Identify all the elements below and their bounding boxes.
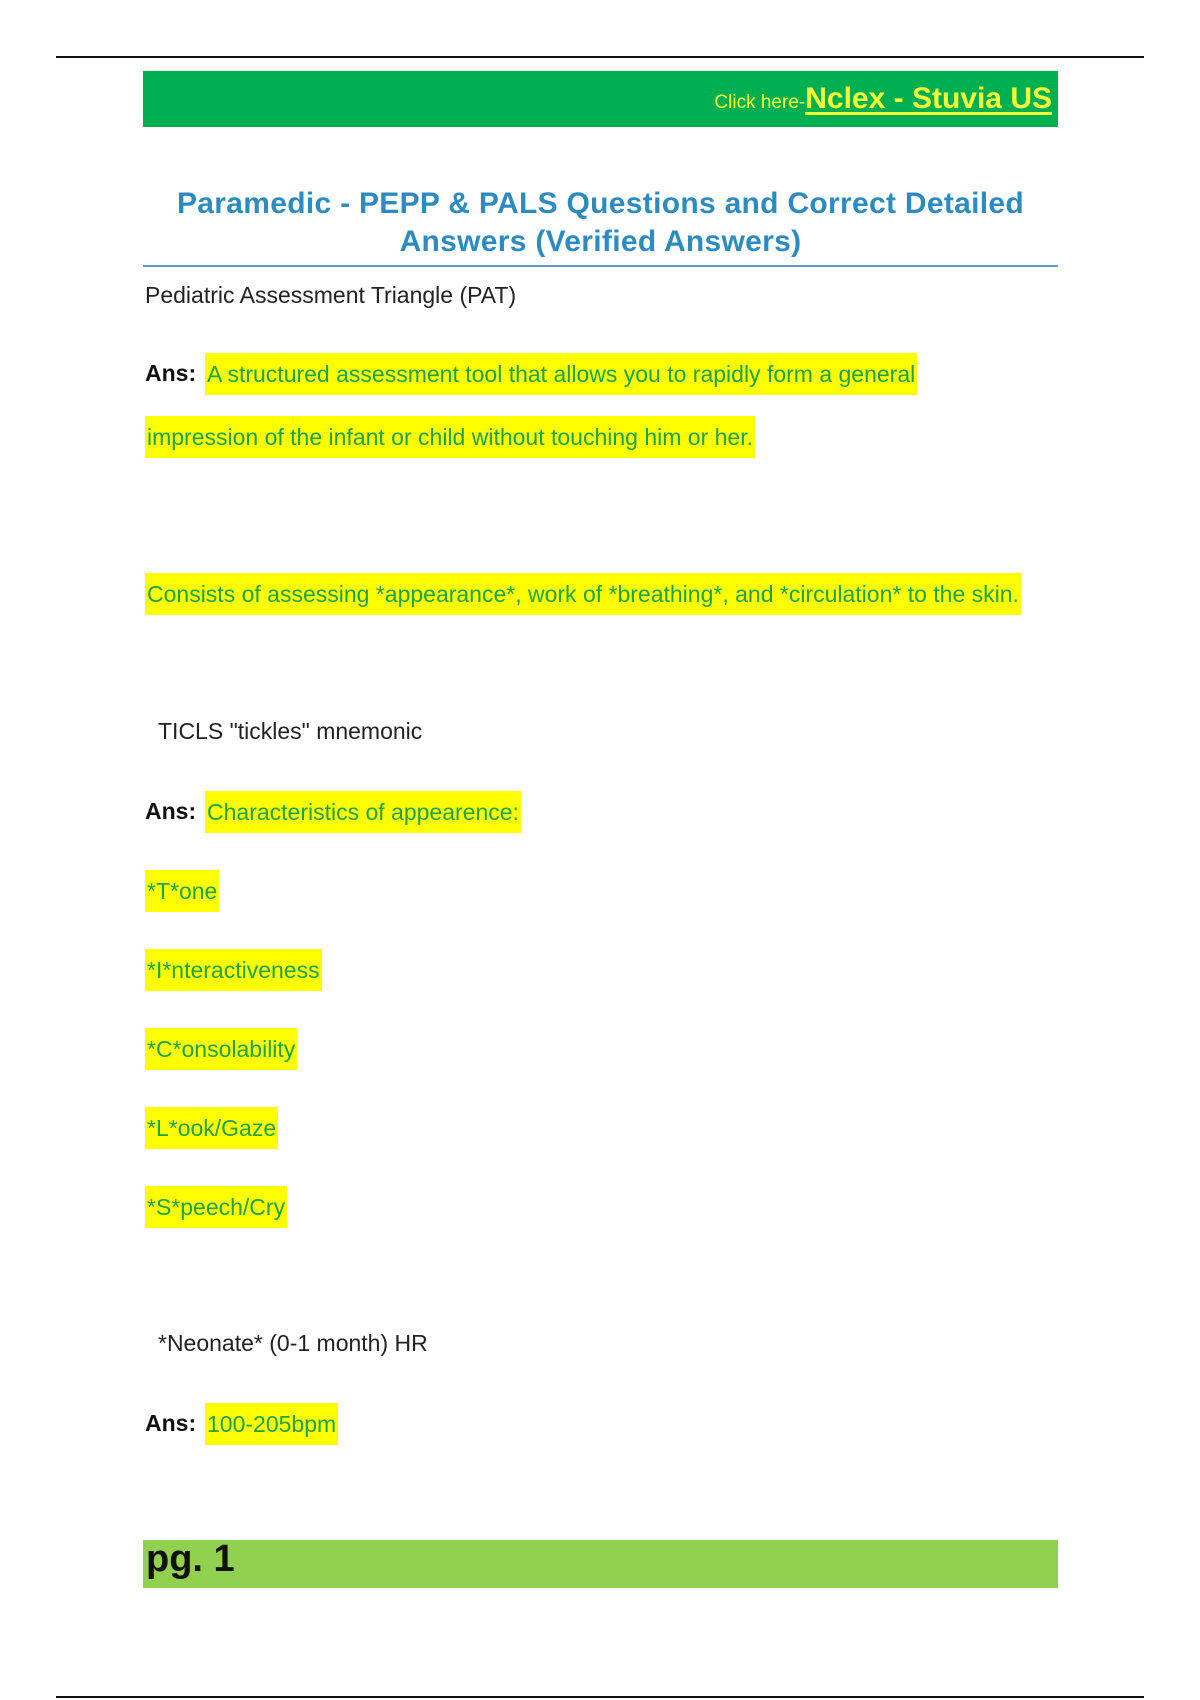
bottom-rule — [56, 1696, 1144, 1698]
title-underline — [143, 265, 1058, 267]
title-line-1: Paramedic - PEPP & PALS Questions and Correct Detailed — [176, 187, 1024, 220]
answer-text: *L*ook/Gaze — [145, 1107, 278, 1149]
question-text: *Neonate* (0-1 month) HR — [158, 1330, 428, 1356]
question-text: TICLS "tickles" mnemonic — [158, 718, 423, 744]
answer-text: *I*nteractiveness — [145, 949, 322, 991]
answer-text: *T*one — [145, 870, 219, 912]
page-number: pg. 1 — [146, 1538, 235, 1580]
answer-text: Consists of assessing *appearance*, work of *breathing*, and *circulation* to the skin. — [145, 573, 1021, 615]
answer-text: impression of the infant or child without touching him or her. — [145, 416, 755, 458]
title-line-2: Answers (Verified Answers) — [399, 225, 802, 258]
document-title — [143, 185, 1058, 261]
answer-text: A structured assessment tool that allows you to rapidly form a general — [205, 353, 917, 395]
answer-text: *C*onsolability — [145, 1028, 297, 1070]
answer-text: 100-205bpm — [205, 1403, 338, 1445]
stuvia-link[interactable]: Nclex - Stuvia US — [805, 82, 1052, 115]
answer-text: Characteristics of appearence: — [205, 791, 521, 833]
top-rule — [56, 56, 1144, 58]
page-footer — [143, 1540, 1058, 1588]
question-text: Pediatric Assessment Triangle (PAT) — [145, 282, 517, 308]
header-banner — [143, 71, 1058, 127]
answer-label: Ans: — [145, 798, 197, 824]
banner-prefix: Click here- — [714, 92, 806, 113]
answer-text: *S*peech/Cry — [145, 1186, 287, 1228]
answer-label: Ans: — [145, 1410, 197, 1436]
answer-label: Ans: — [145, 360, 197, 386]
